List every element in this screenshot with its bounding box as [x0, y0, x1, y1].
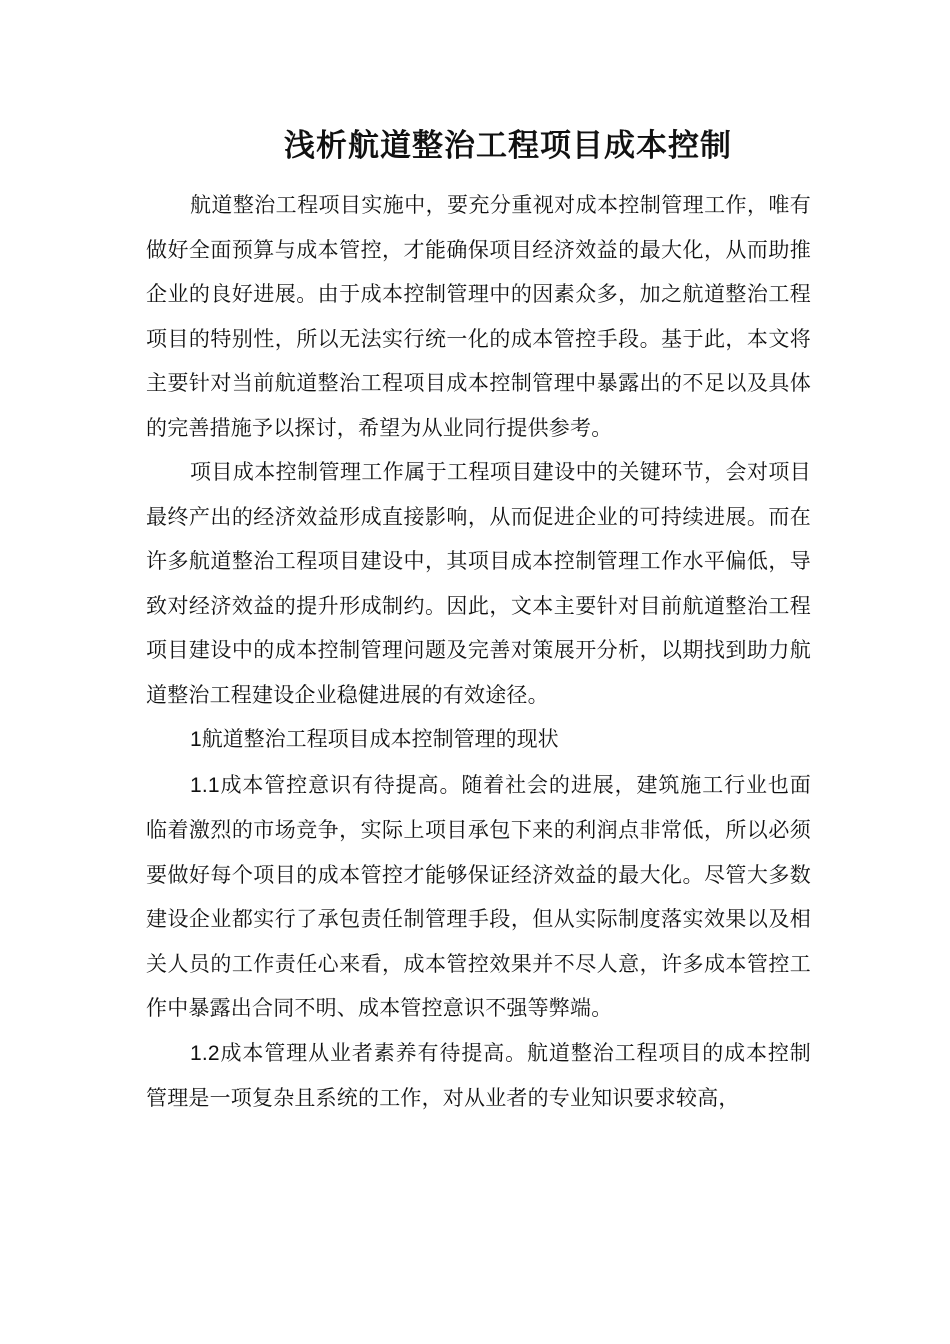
paragraph-section-1-2 [146, 1031, 811, 1121]
section-heading-1 [146, 717, 811, 763]
paragraph-section-1-1 [146, 763, 811, 1031]
paragraph-text: 成本管控意识有待提高。随着社会的进展，建筑施工行业也面临着激烈的市场竞争，实际上项目承包下来的利润点非常低，所以必须要做好每个项目的成本管控才能够保证经济效益的最大化。尽管大多数建设企业都实行了承包责任制管理手段，但从实际制度落实效果以及相关人员的工作责任心来看，成本管控效果并不尽人意，许多成本管控工作中暴露出合同不明、成本管控意识不强等弊端。 [146, 772, 811, 1020]
paragraph-background [146, 450, 811, 717]
document-body [146, 183, 811, 1121]
subsection-number: 1.1 [190, 773, 220, 797]
document-title: 浅析航道整治工程项目成本控制 [284, 128, 732, 164]
section-number: 1 [190, 728, 202, 751]
paragraph-text: 项目成本控制管理工作属于工程项目建设中的关键环节，会对项目最终产出的经济效益形成直接影响，从而促进企业的可持续进展。而在许多航道整治工程项目建设中，其项目成本控制管理工作水平偏低，导致对经济效益的提升形成制约。因此，文本主要针对目前航道整治工程项目建设中的成本控制管理问题及完善对策展开分析，以期找到助力航道整治工程建设企业稳健进展的有效途径。 [146, 460, 811, 707]
paragraph-intro [146, 183, 811, 450]
paragraph-text: 成本管理从业者素养有待提高。航道整治工程项目的成本控制管理是一项复杂且系统的工作，对从业者的专业知识要求较高， [146, 1040, 811, 1110]
section-heading-text: 航道整治工程项目成本控制管理的现状 [201, 727, 559, 751]
subsection-number: 1.2 [190, 1041, 220, 1065]
paragraph-text: 航道整治工程项目实施中，要充分重视对成本控制管理工作，唯有做好全面预算与成本管控，才能确保项目经济效益的最大化，从而助推企业的良好进展。由于成本控制管理中的因素众多，加之航道整治工程项目的特别性，所以无法实行统一化的成本管控手段。基于此，本文将主要针对当前航道整治工程项目成本控制管理中暴露出的不足以及具体的完善措施予以探讨，希望为从业同行提供参考。 [146, 193, 811, 440]
